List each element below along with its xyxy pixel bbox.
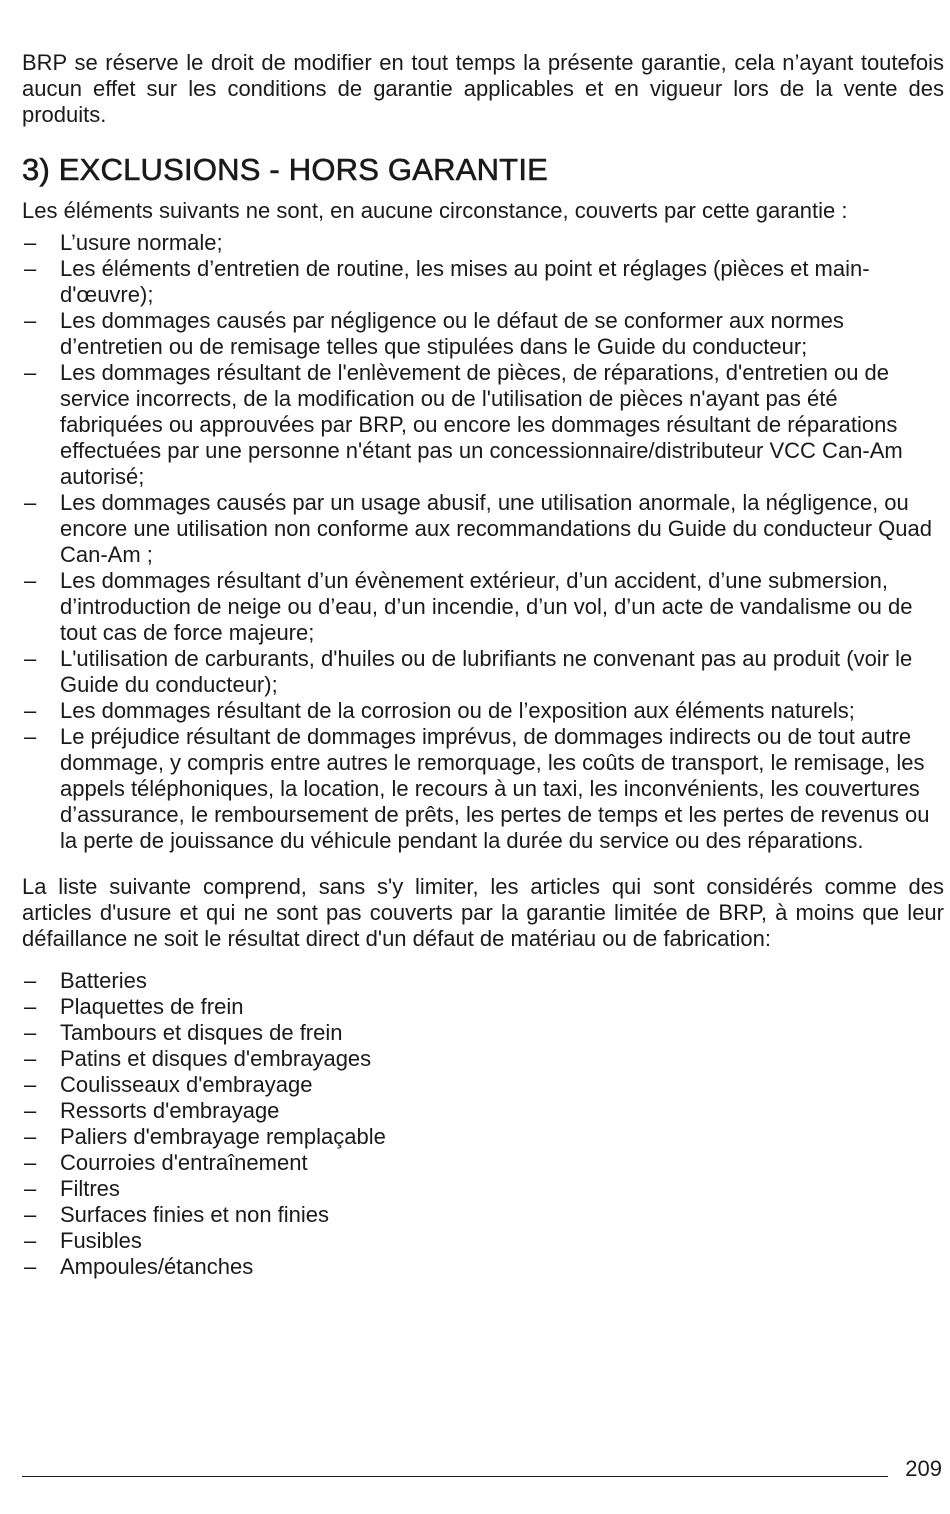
list-item bbox=[22, 568, 944, 646]
list-item-text: Patins et disques d'embrayages bbox=[60, 1046, 372, 1071]
list-item-text: Courroies d'entraînement bbox=[60, 1150, 308, 1175]
list-item-text: Le préjudice résultant de dommages imprévus, de dommages indirects ou de tout autre dommage, y compris entre autres le remorquage, les coûts de transport, le remisage, les appels téléphoniques, la location, le recours à un taxi, les inconvénients, les couvertures d’assurance, le remboursement de prêts, les pertes de temps et les pertes de revenus ou la perte de jouissance du véhicule pendant la durée du service ou des réparations. bbox=[60, 724, 930, 853]
list-item bbox=[22, 1072, 944, 1098]
dash-bullet: – bbox=[24, 1228, 37, 1253]
document-page bbox=[22, 50, 944, 1280]
list-item-text: Ressorts d'embrayage bbox=[60, 1098, 280, 1123]
list-item-text: L’usure normale; bbox=[60, 230, 223, 255]
list-item bbox=[22, 308, 944, 360]
list-item bbox=[22, 646, 944, 698]
list-item-text: Les dommages résultant de la corrosion ou de l’exposition aux éléments naturels; bbox=[60, 698, 855, 723]
list-item bbox=[22, 360, 944, 490]
dash-bullet: – bbox=[24, 1202, 37, 1227]
list-item-text: Les éléments d’entretien de routine, les mises au point et réglages (pièces et main-d'œuvre); bbox=[60, 256, 870, 307]
dash-bullet: – bbox=[24, 256, 37, 281]
list-item-text: Filtres bbox=[60, 1176, 120, 1201]
dash-bullet: – bbox=[24, 994, 37, 1019]
dash-bullet: – bbox=[24, 308, 37, 333]
list-item-text: Les dommages résultant de l'enlèvement de pièces, de réparations, d'entretien ou de service incorrects, de la modification ou de l'utilisation de pièces n'ayant pas été fabriquées ou approuvées par BRP, ou encore les dommages résultant de réparations effectuées par une personne n'étant pas un concessionnaire/distributeur VCC Can-Am autorisé; bbox=[60, 360, 903, 489]
dash-bullet: – bbox=[24, 1020, 37, 1045]
dash-bullet: – bbox=[24, 230, 37, 255]
dash-bullet: – bbox=[24, 1046, 37, 1071]
dash-bullet: – bbox=[24, 1098, 37, 1123]
exclusions-lead-paragraph: Les éléments suivants ne sont, en aucune circonstance, couverts par cette garantie : bbox=[22, 198, 848, 223]
dash-bullet: – bbox=[24, 568, 37, 593]
list-item-text: Batteries bbox=[60, 968, 147, 993]
dash-bullet: – bbox=[24, 698, 37, 723]
list-item bbox=[22, 1228, 944, 1254]
list-item-text: Tambours et disques de frein bbox=[60, 1020, 343, 1045]
list-item bbox=[22, 1046, 944, 1072]
list-item-text: Paliers d'embrayage remplaçable bbox=[60, 1124, 386, 1149]
dash-bullet: – bbox=[24, 646, 37, 671]
wear-items-list bbox=[22, 968, 944, 1280]
dash-bullet: – bbox=[24, 724, 37, 749]
list-item bbox=[22, 1176, 944, 1202]
list-item bbox=[22, 968, 944, 994]
exclusions-list bbox=[22, 230, 944, 854]
list-item bbox=[22, 1150, 944, 1176]
list-item-text: Coulisseaux d'embrayage bbox=[60, 1072, 313, 1097]
list-item-text: Ampoules/étanches bbox=[60, 1254, 254, 1279]
section-heading: 3) EXCLUSIONS - HORS GARANTIE bbox=[22, 152, 549, 187]
dash-bullet: – bbox=[24, 360, 37, 385]
dash-bullet: – bbox=[24, 490, 37, 515]
list-item bbox=[22, 698, 944, 724]
list-item bbox=[22, 256, 944, 308]
list-item-text: Les dommages résultant d’un évènement extérieur, d’un accident, d’une submersion, d’introduction de neige ou d’eau, d’un incendie, d’un vol, d’un acte de vandalisme ou de tout cas de force majeure; bbox=[60, 568, 913, 645]
footer-rule bbox=[22, 1476, 888, 1477]
list-item-text: Surfaces finies et non finies bbox=[60, 1202, 330, 1227]
dash-bullet: – bbox=[24, 1254, 37, 1279]
list-item bbox=[22, 490, 944, 568]
dash-bullet: – bbox=[24, 1124, 37, 1149]
list-item-text: Les dommages causés par un usage abusif, une utilisation anormale, la négligence, ou encore une utilisation non conforme aux recommandations du Guide du conducteur Quad Can-Am ; bbox=[60, 490, 932, 567]
dash-bullet: – bbox=[24, 1072, 37, 1097]
list-item bbox=[22, 1020, 944, 1046]
list-item bbox=[22, 1124, 944, 1150]
list-item bbox=[22, 994, 944, 1020]
dash-bullet: – bbox=[24, 1150, 37, 1175]
list-item bbox=[22, 1098, 944, 1124]
list-item bbox=[22, 230, 944, 256]
list-item bbox=[22, 724, 944, 854]
list-item-text: Plaquettes de frein bbox=[60, 994, 244, 1019]
intro-paragraph: BRP se réserve le droit de modifier en tout temps la présente garantie, cela n’ayant toutefois aucun effet sur les conditions de garantie applicables et en vigueur lors de la vente des produits. bbox=[22, 50, 944, 127]
list-item-text: Fusibles bbox=[60, 1228, 142, 1253]
wear-items-intro-paragraph: La liste suivante comprend, sans s'y limiter, les articles qui sont considérés comme des articles d'usure et qui ne sont pas couverts par la garantie limitée de BRP, à moins que leur défaillance ne soit le résultat direct d'un défaut de matériau ou de fabrication: bbox=[22, 874, 944, 951]
list-item bbox=[22, 1254, 944, 1280]
dash-bullet: – bbox=[24, 968, 37, 993]
list-item-text: L'utilisation de carburants, d'huiles ou de lubrifiants ne convenant pas au produit (voir le Guide du conducteur); bbox=[60, 646, 913, 697]
page-number: 209 bbox=[905, 1456, 942, 1481]
dash-bullet: – bbox=[24, 1176, 37, 1201]
list-item-text: Les dommages causés par négligence ou le défaut de se conformer aux normes d’entretien ou de remisage telles que stipulées dans le Guide du conducteur; bbox=[60, 308, 844, 359]
list-item bbox=[22, 1202, 944, 1228]
